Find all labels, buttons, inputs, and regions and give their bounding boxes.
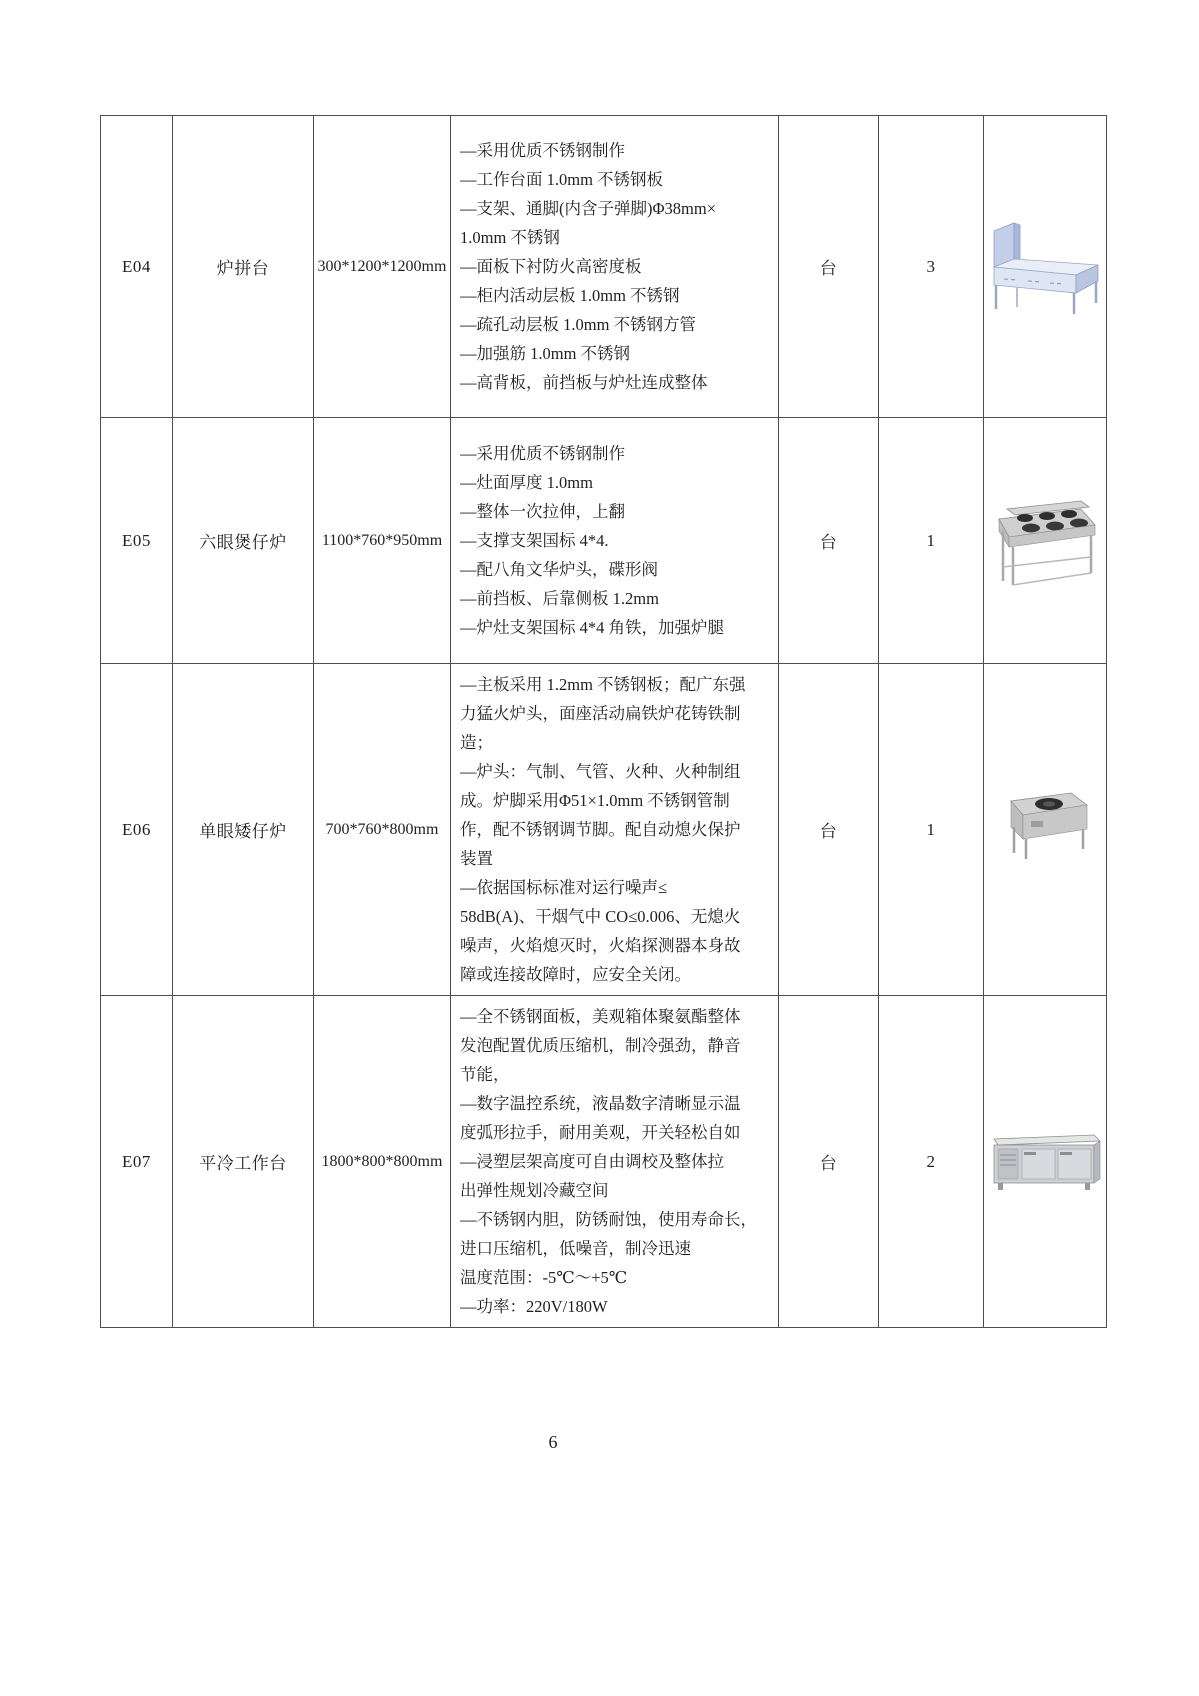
cell-name: 平冷工作台 <box>173 996 314 1328</box>
description-line: 58dB(A)、干烟气中 CO≤0.006、无熄火 <box>460 907 741 926</box>
cell-unit: 台 <box>779 996 879 1328</box>
cell-quantity: 3 <box>879 116 984 418</box>
description-line: —灶面厚度 1.0mm <box>460 473 593 492</box>
cell-dimensions: 1100*760*950mm <box>314 418 451 664</box>
description-line: —数字温控系统，液晶数字清晰显示温 <box>460 1094 741 1113</box>
product-image <box>984 787 1106 873</box>
table-row <box>101 116 1107 418</box>
description-line: 成。炉脚采用Φ51×1.0mm 不锈钢管制 <box>460 791 730 810</box>
description-line: —全不锈钢面板，美观箱体聚氨酯整体 <box>460 1007 741 1026</box>
description-text <box>451 996 778 1327</box>
description-line: —面板下衬防火高密度板 <box>460 257 642 276</box>
single-burner-stove-image <box>997 787 1093 873</box>
description-text <box>451 130 778 403</box>
cell-quantity: 1 <box>879 418 984 664</box>
cell-image <box>984 116 1107 418</box>
description-line: —炉头：气制、气管、火种、火种制组 <box>460 762 741 781</box>
description-line: 装置 <box>460 849 493 868</box>
cell-dimensions: 700*760*800mm <box>314 664 451 996</box>
description-line: —主板采用 1.2mm 不锈钢板；配广东强 <box>460 675 746 694</box>
description-line: —采用优质不锈钢制作 <box>460 141 625 160</box>
product-image <box>984 1129 1106 1195</box>
description-line: —采用优质不锈钢制作 <box>460 444 625 463</box>
product-image <box>984 493 1106 589</box>
cell-unit: 台 <box>779 418 879 664</box>
description-line: 1.0mm 不锈钢 <box>460 228 560 247</box>
description-line: —依据国标标准对运行噪声≤ <box>460 878 668 897</box>
equipment-spec-table <box>100 115 1107 1328</box>
description-line: 造； <box>460 733 493 752</box>
description-line: —支架、通脚(内含子弹脚)Φ38mm× <box>460 199 717 218</box>
product-image <box>984 217 1106 317</box>
description-line: —不锈钢内胆，防锈耐蚀，使用寿命长， <box>460 1210 757 1229</box>
description-line: —支撑支架国标 4*4. <box>460 531 609 550</box>
cell-dimensions: 300*1200*1200mm <box>314 116 451 418</box>
description-line: 发泡配置优质压缩机，制冷强劲，静音 <box>460 1036 741 1055</box>
description-line: 力猛火炉头，面座活动扁铁炉花铸铁制 <box>460 704 741 723</box>
cell-image <box>984 664 1107 996</box>
cell-quantity: 2 <box>879 996 984 1328</box>
cell-code: E07 <box>101 996 173 1328</box>
table-row <box>101 418 1107 664</box>
cell-image <box>984 996 1107 1328</box>
cell-unit: 台 <box>779 116 879 418</box>
description-line: —工作台面 1.0mm 不锈钢板 <box>460 170 664 189</box>
description-line: —高背板，前挡板与炉灶连成整体 <box>460 373 708 392</box>
cell-name: 炉拼台 <box>173 116 314 418</box>
cell-code: E06 <box>101 664 173 996</box>
page-number: 6 <box>548 1432 558 1452</box>
description-line: —整体一次拉伸，上翻 <box>460 502 625 521</box>
description-line: 作，配不锈钢调节脚。配自动熄火保护 <box>460 820 741 839</box>
cell-description <box>451 664 779 996</box>
description-line: 障或连接故障时，应安全关闭。 <box>460 965 691 984</box>
cell-image <box>984 418 1107 664</box>
six-burner-stove-image <box>989 497 1101 589</box>
cell-name: 六眼煲仔炉 <box>173 418 314 664</box>
refrigerated-worktable-image <box>986 1129 1104 1195</box>
description-line: 噪声，火焰熄灭时，火焰探测器本身故 <box>460 936 741 955</box>
table-row <box>101 664 1107 996</box>
description-line: —疏孔动层板 1.0mm 不锈钢方管 <box>460 315 697 334</box>
cell-description <box>451 418 779 664</box>
description-line: 度弧形拉手，耐用美观，开关轻松自如 <box>460 1123 741 1142</box>
cell-code: E05 <box>101 418 173 664</box>
description-line: —前挡板、后靠侧板 1.2mm <box>460 589 659 608</box>
table-row <box>101 996 1107 1328</box>
description-text <box>451 664 778 995</box>
description-line: 进口压缩机，低噪音，制冷迅速 <box>460 1239 691 1258</box>
description-line: —配八角文华炉头，碟形阀 <box>460 560 658 579</box>
cell-description <box>451 116 779 418</box>
description-line: 温度范围：-5℃～+5℃ <box>460 1268 628 1287</box>
cell-description <box>451 996 779 1328</box>
description-line: —浸塑层架高度可自由调校及整体拉 <box>460 1152 724 1171</box>
cell-quantity: 1 <box>879 664 984 996</box>
description-line: 节能， <box>460 1065 510 1084</box>
description-line: —功率：220V/180W <box>460 1297 608 1316</box>
description-line: —炉灶支架国标 4*4 角铁，加强炉腿 <box>460 618 724 637</box>
cell-unit: 台 <box>779 664 879 996</box>
description-line: 出弹性规划冷藏空间 <box>460 1181 609 1200</box>
cell-code: E04 <box>101 116 173 418</box>
description-text <box>451 433 778 648</box>
cell-dimensions: 1800*800*800mm <box>314 996 451 1328</box>
description-line: —加强筋 1.0mm 不锈钢 <box>460 344 631 363</box>
equipment-table-body <box>101 116 1107 1328</box>
description-line: —柜内活动层板 1.0mm 不锈钢 <box>460 286 680 305</box>
cell-name: 单眼矮仔炉 <box>173 664 314 996</box>
stove-side-table-image <box>984 217 1106 317</box>
